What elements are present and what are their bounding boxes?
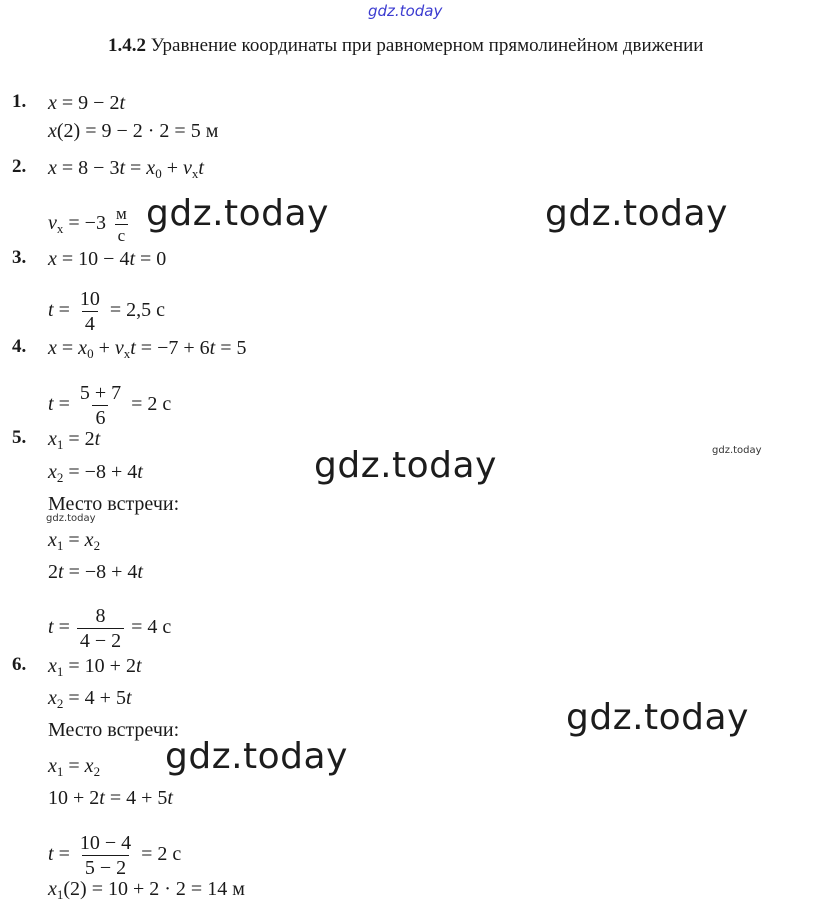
watermark-small: gdz.today [46,513,96,524]
problem-number: 2. [12,156,27,177]
equation: 10 + 2t = 4 + 5t [48,787,173,809]
section-title: Уравнение координаты при равномерном прямолинейном движении [150,35,704,56]
section-number: 1.4.2 [108,35,146,56]
equation: $v_x = -3$ $\frac{м}{с}$ [48,205,132,244]
equation: $x = x_0 + v_xt = -7 + 6t = 5$ [48,337,247,361]
fraction: $\frac{10}{4}$ [79,288,100,335]
equation: $x_1(2) = 10 + 2 \cdot 2 = 14$ м [48,878,245,902]
equation: $x_2 = -8 + 4t$ [48,461,143,485]
watermark: gdz.today [314,445,497,486]
equation: $x = 8 - 3t = x_0 + v_xt$ [48,157,204,181]
fraction: $\frac{8}{4 - 2}$ [77,606,124,651]
unit-fraction: $\frac{м}{с}$ [115,204,127,245]
problem-number: 6. [12,654,27,675]
equation: t = $\frac{5 + 7}{6}$ = 2 с [48,382,172,429]
equation: x = 10 − 4t = 0 [48,248,167,270]
equation: $x_1 = 2t$ [48,428,101,452]
equation: $x_1 = x_2$ [48,755,101,779]
watermark: gdz.today [545,193,728,234]
meeting-label: Место встречи: [48,493,180,515]
watermark: gdz.today [165,736,348,777]
equation: t = $\frac{10}{4}$ = 2,5 с [48,288,165,335]
watermark-small: gdz.today [712,445,762,456]
problem-number: 5. [12,427,27,448]
watermark: gdz.today [566,697,749,738]
equation: t = $\frac{8}{4 - 2}$ = 4 с [48,605,172,652]
fraction: $\frac{10 - 4}{5 - 2}$ [79,832,132,879]
equation: x(2) = 9 − 2 · 2 = 5 м [48,120,219,142]
equation: $x_2 = 4 + 5t$ [48,687,132,711]
problem-number: 1. [12,91,27,112]
watermark: gdz.today [146,193,329,234]
fraction: $\frac{5 + 7}{6}$ [79,382,122,429]
problem-number: 3. [12,247,27,268]
equation: $x_1 = 10 + 2t$ [48,655,142,679]
equation: $x_1 = x_2$ [48,529,101,553]
problem-number: 4. [12,336,27,357]
equation: x = 9 − 2t [48,92,126,114]
meeting-label: Место встречи: [48,719,180,741]
equation: 2t = −8 + 4t [48,561,143,583]
equation: t = $\frac{10 - 4}{5 - 2}$ = 2 с [48,832,182,879]
watermark-top: gdz.today [368,2,443,20]
section-heading [108,36,703,55]
